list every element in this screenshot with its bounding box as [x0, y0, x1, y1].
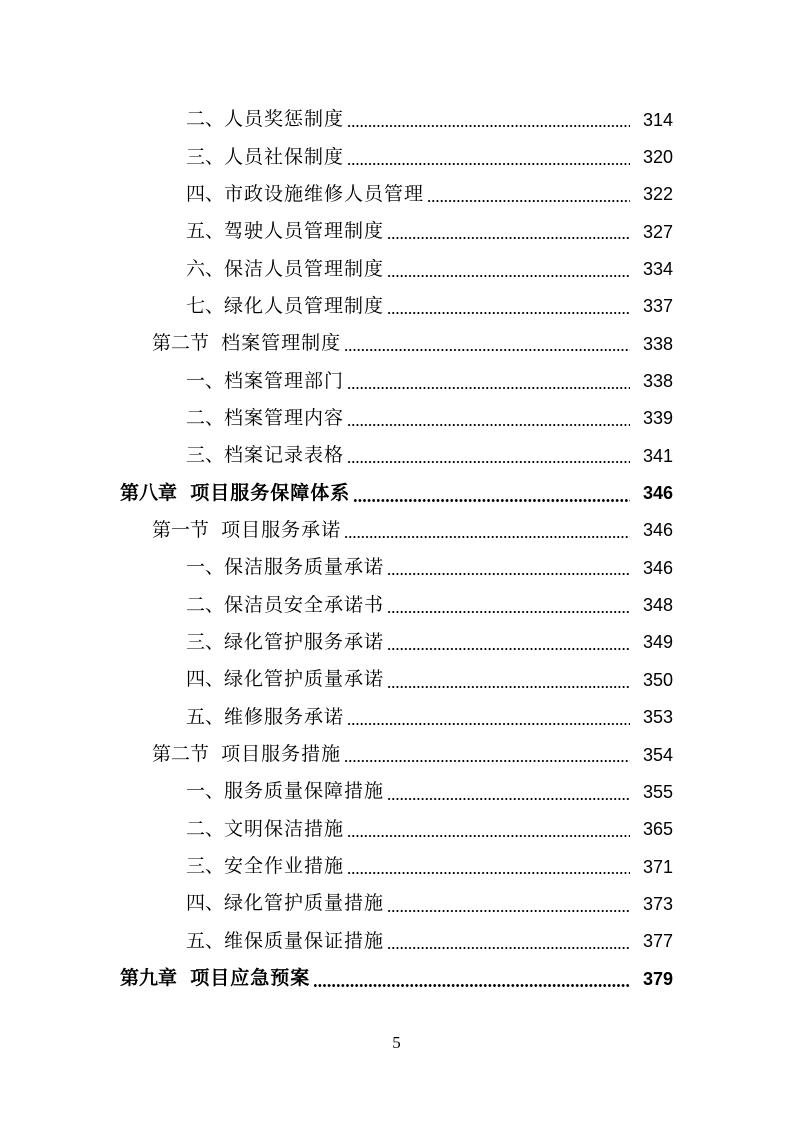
toc-entry-page-number: 341 — [642, 445, 673, 466]
toc-entry-page-number: 354 — [642, 744, 673, 765]
toc-entry-number: 三、 — [186, 855, 225, 878]
toc-entry-page-number: 346 — [642, 483, 673, 504]
toc-entry-item[interactable] — [0, 101, 793, 138]
toc-entry-title: 保洁人员管理制度 — [224, 257, 385, 280]
toc-entry-title: 档案管理部门 — [224, 369, 345, 392]
dot-leader — [313, 984, 630, 987]
toc-entry-title: 档案记录表格 — [224, 444, 345, 467]
toc-entry-section[interactable] — [0, 736, 793, 773]
toc-entry-page-number: 349 — [642, 632, 673, 653]
dot-leader — [347, 461, 630, 463]
toc-entry-title: 服务质量保障措施 — [224, 780, 385, 803]
toc-entry-item[interactable] — [0, 362, 793, 399]
toc-entry-title: 项目服务措施 — [221, 743, 342, 766]
toc-entry-title: 文明保洁措施 — [224, 817, 345, 840]
toc-entry-number: 二、 — [186, 406, 225, 429]
toc-entry-number: 第二节 — [152, 743, 222, 766]
toc-entry-number: 三、 — [186, 630, 225, 653]
dot-leader — [387, 237, 630, 239]
dot-leader — [387, 275, 630, 277]
dot-leader — [344, 536, 630, 538]
toc-entry-page-number: 337 — [642, 296, 673, 317]
toc-entry-title: 维保质量保证措施 — [224, 929, 385, 952]
toc-entry-number: 二、 — [186, 817, 225, 840]
dot-leader — [347, 424, 630, 426]
toc-entry-chapter[interactable] — [0, 474, 793, 511]
toc-entry-number: 一、 — [186, 369, 225, 392]
dot-leader — [344, 760, 630, 762]
toc-entry-item[interactable] — [0, 624, 793, 661]
toc-entry-title: 人员社保制度 — [224, 145, 345, 168]
toc-entry-section[interactable] — [0, 325, 793, 362]
toc-entry-page-number: 373 — [642, 893, 673, 914]
toc-entry-title: 市政设施维修人员管理 — [224, 182, 425, 205]
toc-entry-number: 七、 — [186, 294, 225, 317]
dot-leader — [387, 798, 630, 800]
toc-entry-item[interactable] — [0, 811, 793, 848]
dot-leader — [387, 312, 630, 314]
toc-entry-title: 维修服务承诺 — [224, 705, 345, 728]
toc-entry-item[interactable] — [0, 176, 793, 213]
toc-entry-number: 四、 — [186, 668, 225, 691]
toc-entry-item[interactable] — [0, 213, 793, 250]
dot-leader — [387, 947, 630, 949]
toc-entry-number: 四、 — [186, 182, 225, 205]
toc-entry-title: 绿化管护服务承诺 — [224, 630, 385, 653]
toc-entry-title: 人员奖惩制度 — [224, 108, 345, 131]
toc-entry-number: 第八章 — [120, 481, 191, 504]
toc-entry-page-number: 377 — [642, 931, 673, 952]
toc-entry-number: 四、 — [186, 892, 225, 915]
toc-entry-item[interactable] — [0, 400, 793, 437]
toc-entry-item[interactable] — [0, 923, 793, 960]
toc-entry-title: 项目应急预案 — [190, 967, 311, 990]
toc-entry-page-number: 338 — [642, 371, 673, 392]
toc-entry-title: 绿化管护质量承诺 — [224, 668, 385, 691]
toc-entry-number: 五、 — [186, 220, 225, 243]
toc-entry-number: 二、 — [186, 593, 225, 616]
toc-entry-title: 驾驶人员管理制度 — [224, 220, 385, 243]
toc-entry-page-number: 346 — [642, 520, 673, 541]
toc-entry-page-number: 346 — [642, 557, 673, 578]
toc-entry-page-number: 353 — [642, 707, 673, 728]
toc-entry-page-number: 327 — [642, 221, 673, 242]
page-number: 5 — [392, 1033, 401, 1052]
toc-entry-page-number: 320 — [642, 147, 673, 168]
toc-entry-chapter[interactable] — [0, 960, 793, 997]
toc-entry-number: 第二节 — [152, 332, 222, 355]
toc-entry-title: 项目服务承诺 — [221, 518, 342, 541]
toc-entry-number: 五、 — [186, 929, 225, 952]
dot-leader — [387, 648, 630, 650]
toc-entry-title: 档案管理制度 — [221, 332, 342, 355]
toc-entry-page-number: 314 — [642, 109, 673, 130]
dot-leader — [347, 723, 630, 725]
dot-leader — [347, 163, 630, 165]
toc-entry-number: 六、 — [186, 257, 225, 280]
toc-entry-item[interactable] — [0, 437, 793, 474]
toc-entry-item[interactable] — [0, 549, 793, 586]
toc-entry-number: 一、 — [186, 556, 225, 579]
toc-entry-number: 第九章 — [120, 967, 191, 990]
toc-entry-number: 二、 — [186, 108, 225, 131]
table-of-contents — [0, 101, 793, 997]
toc-entry-page-number: 350 — [642, 669, 673, 690]
dot-leader — [387, 573, 630, 575]
toc-entry-item[interactable] — [0, 661, 793, 698]
toc-entry-page-number: 355 — [642, 781, 673, 802]
toc-entry-page-number: 334 — [642, 259, 673, 280]
dot-leader — [353, 499, 630, 502]
toc-entry-section[interactable] — [0, 512, 793, 549]
toc-entry-title: 保洁服务质量承诺 — [224, 556, 385, 579]
toc-entry-item[interactable] — [0, 699, 793, 736]
toc-entry-item[interactable] — [0, 138, 793, 175]
toc-entry-item[interactable] — [0, 288, 793, 325]
toc-entry-page-number: 339 — [642, 408, 673, 429]
toc-entry-title: 安全作业措施 — [224, 855, 345, 878]
toc-entry-item[interactable] — [0, 885, 793, 922]
dot-leader — [387, 686, 630, 688]
toc-entry-title: 保洁员安全承诺书 — [224, 593, 385, 616]
toc-entry-item[interactable] — [0, 586, 793, 623]
toc-entry-page-number: 338 — [642, 333, 673, 354]
dot-leader — [347, 125, 630, 127]
toc-entry-page-number: 322 — [642, 184, 673, 205]
dot-leader — [347, 835, 630, 837]
toc-entry-page-number: 371 — [642, 856, 673, 877]
dot-leader — [427, 200, 630, 202]
toc-entry-item[interactable] — [0, 250, 793, 287]
toc-entry-number: 五、 — [186, 705, 225, 728]
toc-entry-number: 一、 — [186, 780, 225, 803]
toc-entry-page-number: 365 — [642, 819, 673, 840]
toc-entry-page-number: 379 — [642, 968, 673, 989]
toc-entry-number: 第一节 — [152, 518, 222, 541]
toc-entry-title: 项目服务保障体系 — [190, 481, 351, 504]
dot-leader — [347, 387, 630, 389]
toc-entry-page-number: 348 — [642, 595, 673, 616]
toc-entry-title: 绿化管护质量措施 — [224, 892, 385, 915]
toc-entry-item[interactable] — [0, 773, 793, 810]
toc-entry-number: 三、 — [186, 145, 225, 168]
dot-leader — [387, 910, 630, 912]
toc-entry-number: 三、 — [186, 444, 225, 467]
dot-leader — [347, 872, 630, 874]
toc-entry-item[interactable] — [0, 848, 793, 885]
toc-entry-title: 绿化人员管理制度 — [224, 294, 385, 317]
toc-entry-title: 档案管理内容 — [224, 406, 345, 429]
dot-leader — [344, 349, 630, 351]
dot-leader — [387, 611, 630, 613]
